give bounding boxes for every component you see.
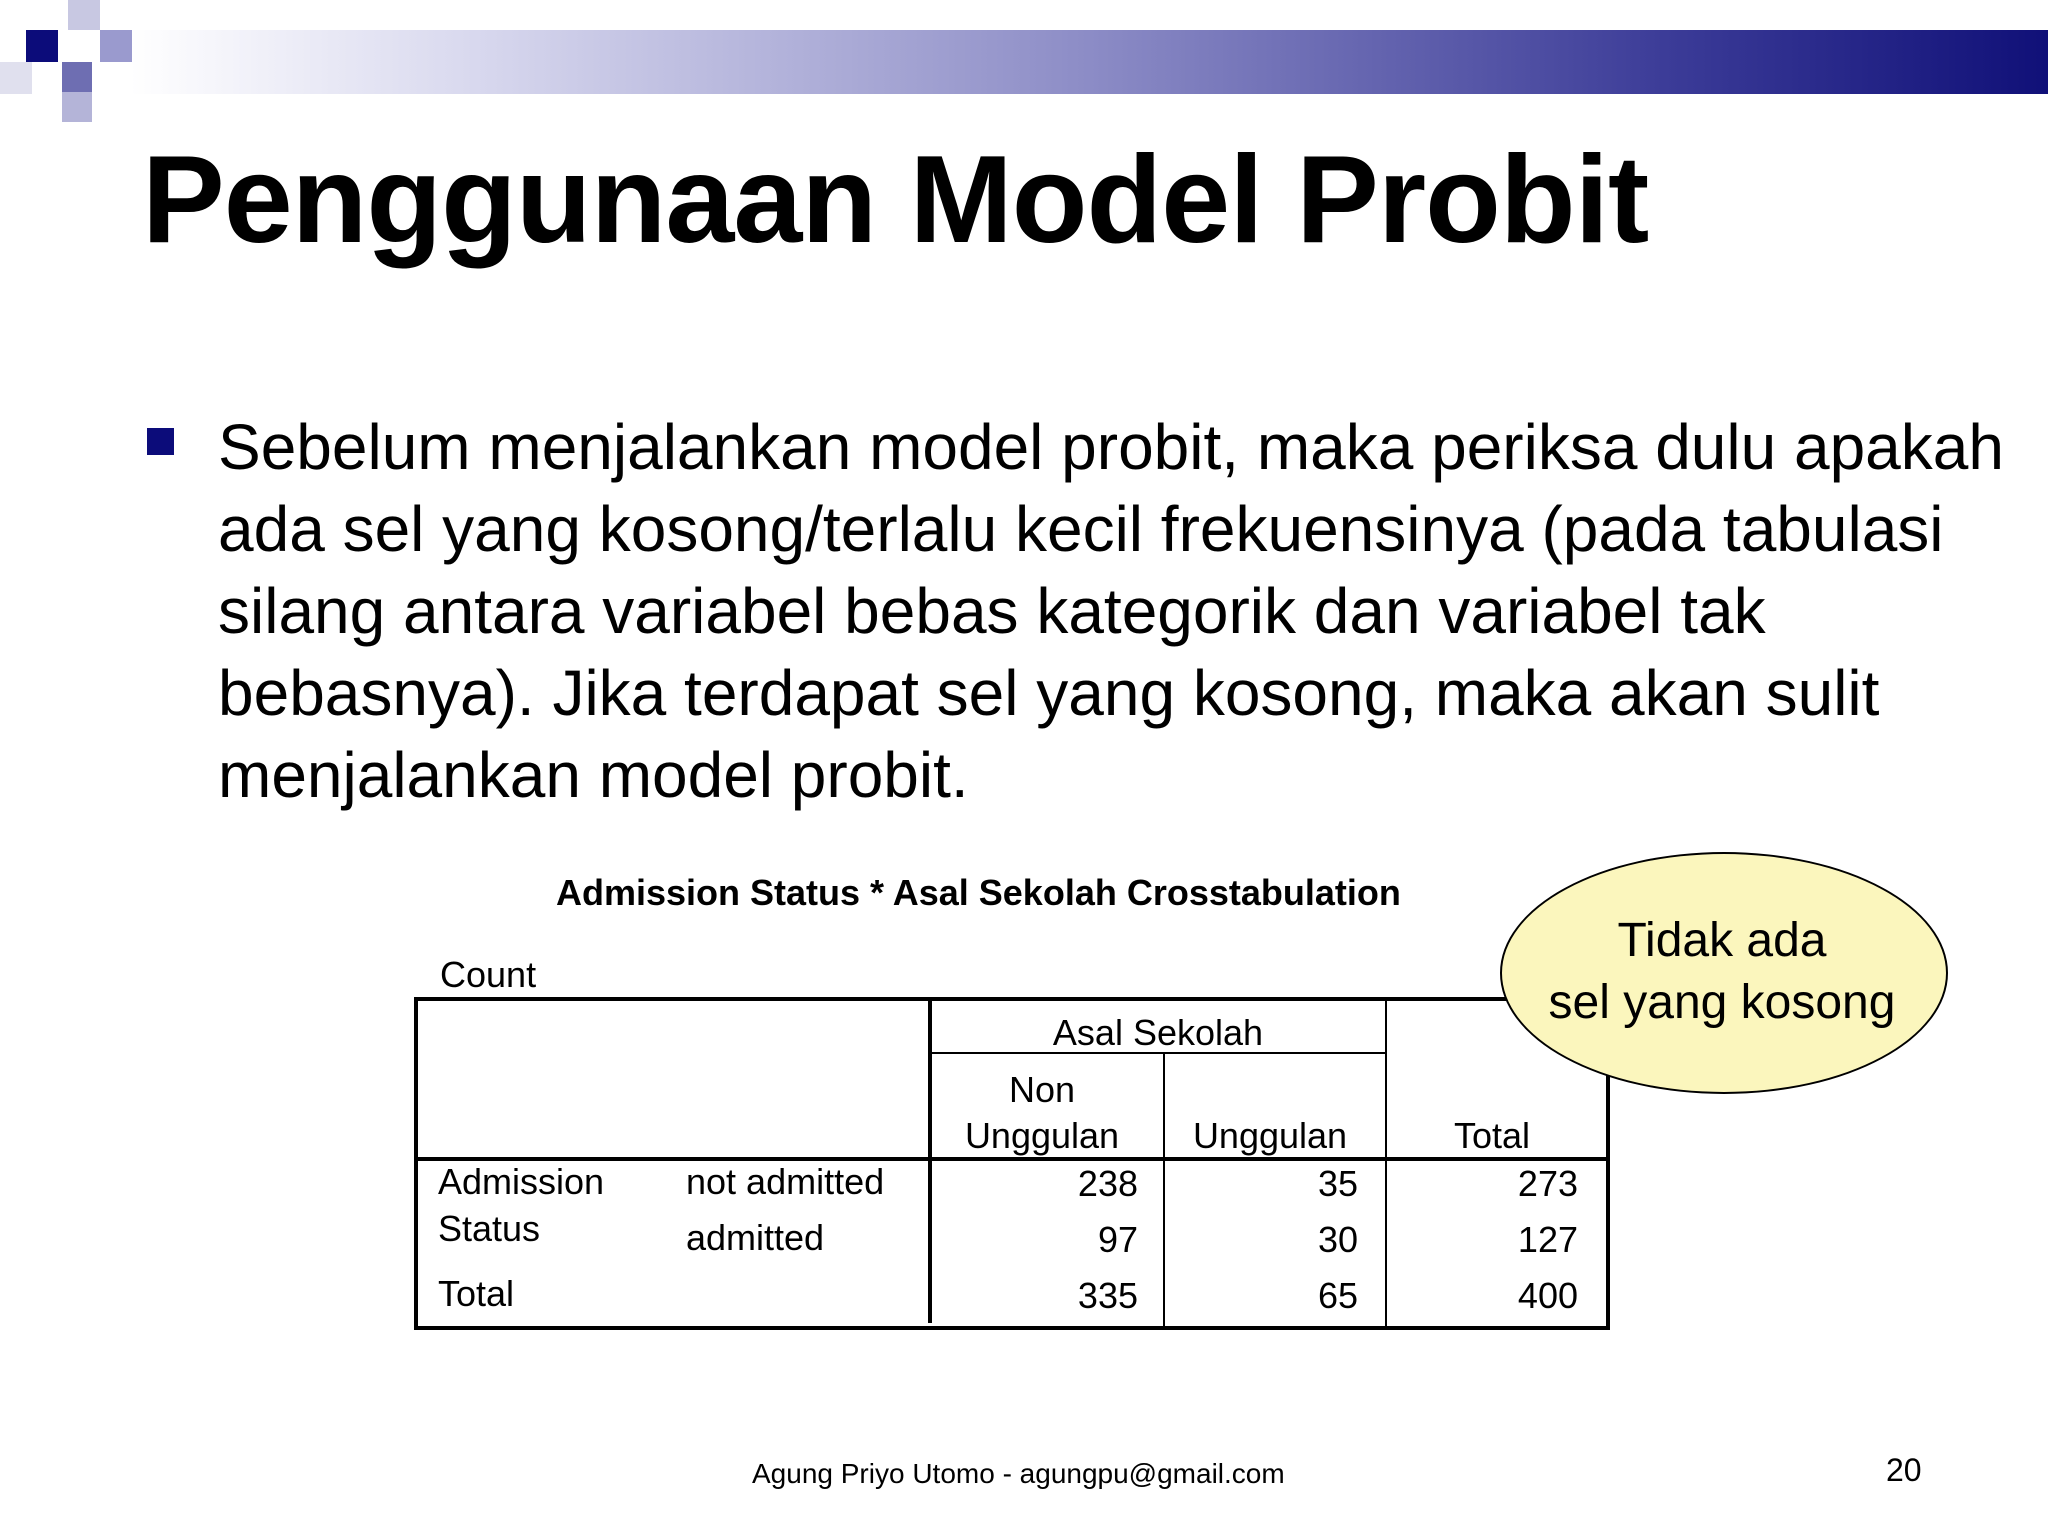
callout-line: sel yang kosong [1548, 976, 1896, 1029]
decor-square [26, 30, 58, 62]
row-variable-label-line2: Status [438, 1208, 541, 1249]
column-divider [1163, 1053, 1165, 1327]
cell-value: 273 [1517, 1163, 1578, 1204]
cell-value: 35 [1317, 1163, 1358, 1204]
col-header-non-line1: Non [1008, 1069, 1076, 1110]
header-gradient-band [130, 30, 2048, 94]
cell-value: 127 [1517, 1219, 1578, 1260]
table-title: Admission Status * Asal Sekolah Crosstabulation [556, 872, 1401, 913]
cell-value: 238 [1077, 1163, 1138, 1204]
cell-value: 65 [1317, 1275, 1358, 1316]
slide-title: Penggunaan Model Probit [142, 131, 1649, 269]
group-header-asal-sekolah: Asal Sekolah [1052, 1012, 1264, 1053]
decor-square [100, 30, 132, 62]
col-header-total: Total [1453, 1115, 1531, 1156]
bullet-text: Sebelum menjalankan model probit, maka periksa dulu apakah ada sel yang kosong/terlalu kecil frekuensinya (pada tabulasi silang antara variabel bebas kategorik dan variabel tak bebasnya). Jika terdapat sel yang kosong, maka akan sulit menjalankan model probit. [218, 411, 2004, 811]
row-label: admitted [686, 1217, 825, 1258]
table-border-left [414, 997, 418, 1330]
callout-text [1500, 910, 1944, 1034]
callout-line: Tidak ada [1617, 914, 1827, 967]
cell-value: 30 [1317, 1219, 1358, 1260]
cell-value: 97 [1097, 1219, 1138, 1260]
footer-author: Agung Priyo Utomo - agungpu@gmail.com [752, 1458, 1285, 1489]
column-divider [1385, 999, 1387, 1327]
cell-value: 335 [1077, 1275, 1138, 1316]
decor-square [62, 62, 92, 92]
decor-square [68, 0, 100, 30]
page-number: 20 [1886, 1452, 1922, 1488]
col-header-non-line2: Unggulan [964, 1115, 1120, 1156]
table-border-top [414, 997, 1610, 1001]
cell-value: 400 [1517, 1275, 1578, 1316]
decor-square [62, 92, 92, 122]
col-header-unggulan: Unggulan [1192, 1115, 1348, 1156]
decor-square [0, 62, 32, 94]
bullet-square-icon [147, 428, 174, 455]
row-label: Total [438, 1273, 515, 1314]
row-variable-label-line1: Admission [438, 1161, 605, 1202]
count-label: Count [440, 954, 537, 995]
table-border-bottom [414, 1326, 1610, 1330]
row-label: not admitted [686, 1161, 885, 1202]
